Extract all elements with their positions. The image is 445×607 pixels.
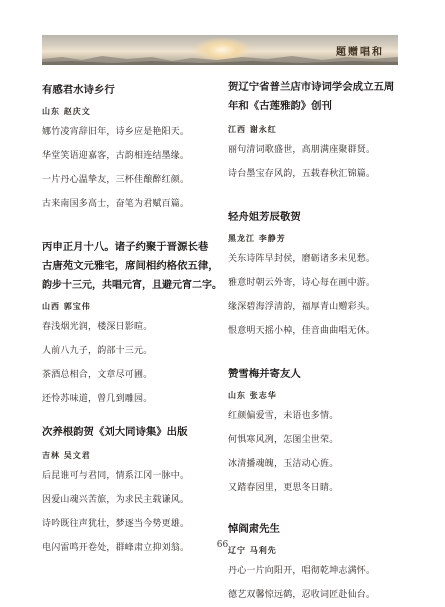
- poem-article: [228, 365, 413, 500]
- poem-line: 又踏春园里，更思冬日睛。: [228, 483, 339, 493]
- poem-line: 还怜苏味道，曾几到雕园。: [42, 394, 153, 404]
- poem-line: 春浅烟光润，楼深日影暄。: [42, 322, 153, 332]
- left-column: [42, 78, 228, 560]
- poem-line: 何惧寒风冽，怎图尘世荣。: [228, 435, 339, 445]
- poem-article: [228, 208, 413, 343]
- poem-title: 年和《古莲雅韵》创刊: [228, 100, 332, 112]
- poem-title: 赞雪梅并寄友人: [228, 368, 301, 380]
- poem-line: 诗吟既往声犹壮，梦逐当今势更雄。: [42, 519, 190, 529]
- poem-title: 贺辽宁省普兰店市诗词学会成立五周: [228, 81, 395, 93]
- poem-line: 丹心一片向阳开，唱彻乾坤志满怀。: [228, 566, 376, 576]
- poem-article: [42, 238, 228, 411]
- right-column: [228, 78, 413, 607]
- poem-author: 辽宁 马利先: [228, 545, 277, 555]
- poem-article: [228, 78, 413, 186]
- poem-author: 山东 赵庆文: [42, 106, 91, 116]
- poem-line: 人前八九子，韵部十三元。: [42, 346, 153, 356]
- header-banner: [42, 35, 398, 65]
- poem-line: 古来南国多高士，奋笔为君赋百篇。: [42, 199, 190, 209]
- poem-line: 关东诗阵早封侯，磨砺诸多未见愁。: [228, 254, 376, 264]
- poem-author: 黑龙江 李静芳: [228, 233, 286, 243]
- poem-title: 古唐苑文元雅宅，席间相约格依五律，: [42, 260, 219, 272]
- poem-line: 因爱山魂兴苦旅，为求民主载谦风。: [42, 495, 190, 505]
- page-number: 66: [216, 540, 229, 550]
- poem-line: 华堂笑语迎嘉客，古韵相连结墨缘。: [42, 151, 190, 161]
- poem-line: 后昆谁可与君同，情系江冈一脉中。: [42, 471, 190, 481]
- poem-title: 丙申正月十八。诸子约聚于晋源长巷: [42, 241, 209, 253]
- poem-title: 轻舟姐芳辰敬贺: [228, 211, 301, 223]
- poem-title: 悼阎肃先生: [228, 523, 280, 535]
- poem-line: 缘深碧海浮清韵，福厚青山赠彩头。: [228, 302, 376, 312]
- poem-title: 有感君水诗乡行: [42, 84, 115, 96]
- poem-line: 诗台墨宝存风韵，五载春秋汇锦篇。: [228, 169, 376, 179]
- poem-line: 德艺双馨惊远鹤，忍收词匠赴仙台。: [228, 590, 376, 600]
- poem-line: 冰清播魂魄，玉洁动心旌。: [228, 459, 339, 469]
- poem-author: 山东 张志华: [228, 390, 277, 400]
- poem-line: 丽句清词歌盛世，高朋满座聚群贤。: [228, 145, 376, 155]
- poem-author: 江西 谢永红: [228, 124, 277, 134]
- section-title: 题赠唱和: [336, 47, 384, 58]
- poem-line: 恨意明天摇小棹，佳音曲曲唱无休。: [228, 326, 376, 336]
- poem-article: [42, 81, 228, 216]
- poem-author: 山西 郭宝伟: [42, 301, 91, 311]
- poem-title: 韵步十三元，共唱元宵，且避元宵二字。: [42, 280, 222, 291]
- poem-line: 雅意时朝云外寄，诗心每在画中游。: [228, 278, 376, 288]
- poem-line: 电闪雷鸣开卷处，群峰肃立抑刘翁。: [42, 543, 190, 553]
- poem-article: [228, 520, 413, 607]
- poem-line: 茶酒总相合，文章尽可圃。: [42, 370, 153, 380]
- poem-line: 红颜偏爱雪，未语也多情。: [228, 411, 339, 421]
- poem-author: 吉林 吴文君: [42, 450, 91, 460]
- poem-title: 次养根韵贺《刘大同诗集》出版: [42, 426, 188, 438]
- poem-line: 一片丹心温挚友，三杯佳酿醉红颜。: [42, 175, 190, 185]
- poem-line: 娜竹凌宵辞旧年，诗乡应是艳阳天。: [42, 127, 190, 137]
